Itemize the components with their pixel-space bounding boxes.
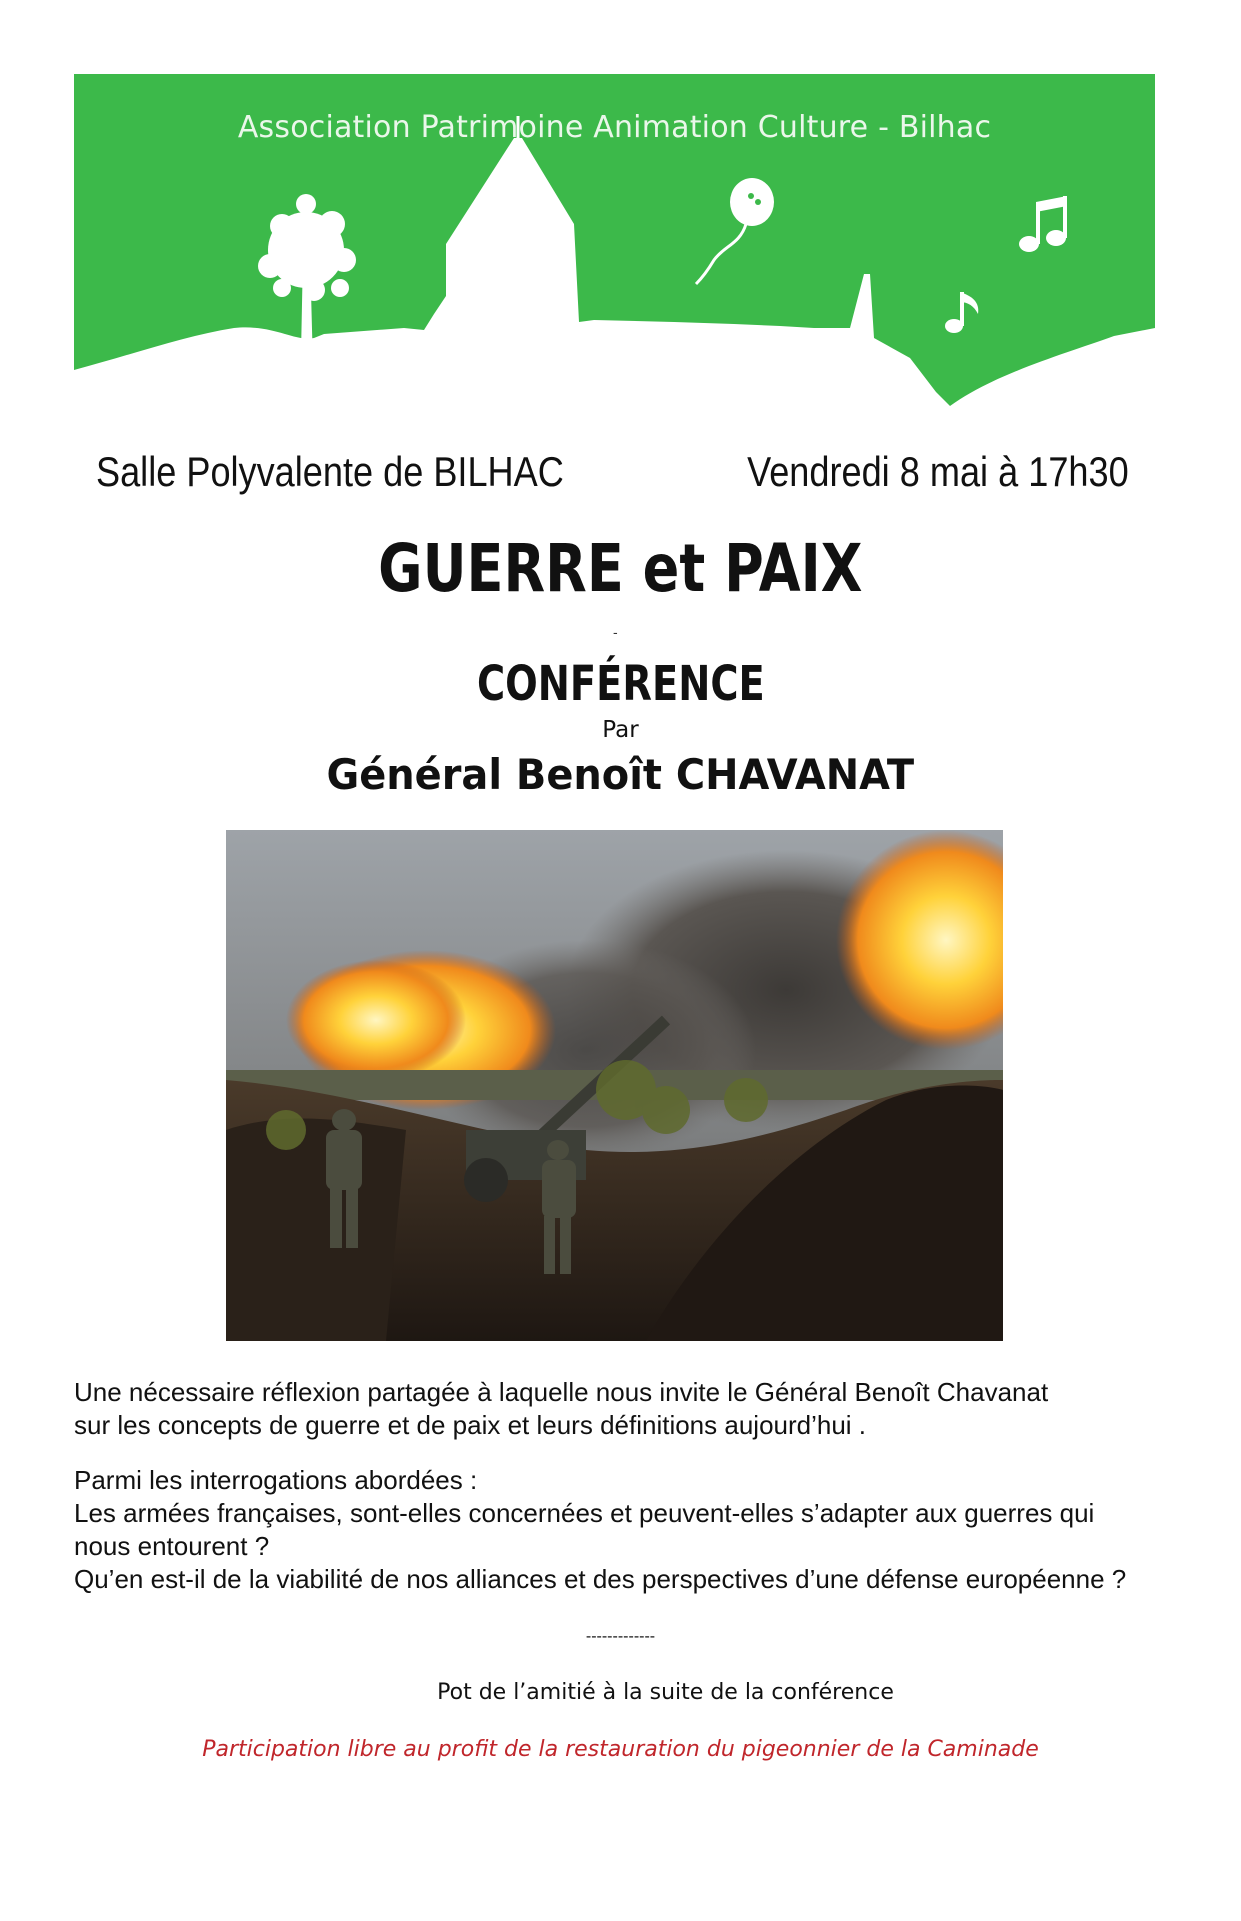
speaker-name bbox=[0, 750, 1241, 799]
questions-paragraph bbox=[74, 1464, 1155, 1596]
event-kind-text: CONFÉRENCE bbox=[476, 656, 765, 712]
question-2: Qu’en est-il de la viabilité de nos alliances et des perspectives d’une défense européenne ? bbox=[74, 1564, 1127, 1594]
event-kind bbox=[0, 656, 1241, 712]
pot-notice: Pot de l’amitié à la suite de la conférence bbox=[437, 1680, 894, 1705]
event-venue: Salle Polyvalente de BILHAC bbox=[96, 448, 564, 495]
intro-line-1: Une nécessaire réflexion partagée à laquelle nous invite le Général Benoît Chavanat bbox=[74, 1377, 1049, 1407]
separator: ------------- bbox=[585, 1628, 656, 1645]
intro-paragraph bbox=[74, 1376, 1155, 1442]
intro-line-2: sur les concepts de guerre et de paix et leurs définitions aujourd’hui . bbox=[74, 1410, 867, 1440]
event-title-text: GUERRE et PAIX bbox=[378, 530, 863, 607]
artillery-firing-photo bbox=[226, 830, 1003, 1341]
event-title bbox=[0, 530, 1241, 607]
questions-heading: Parmi les interrogations abordées : bbox=[74, 1465, 478, 1495]
photo-graphic bbox=[226, 830, 1003, 1341]
question-1: Les armées françaises, sont-elles concernées et peuvent-elles s’adapter aux guerres qui nous entourent ? bbox=[74, 1498, 1095, 1561]
title-dash: - bbox=[613, 624, 618, 640]
by-label: Par bbox=[602, 717, 639, 743]
participation-notice: Participation libre au profit de la restauration du pigeonnier de la Caminade bbox=[202, 1737, 1039, 1762]
event-date: Vendredi 8 mai à 17h30 bbox=[747, 448, 1129, 495]
association-banner bbox=[74, 74, 1155, 430]
association-name: Association Patrimoine Animation Culture - Bilhac bbox=[237, 110, 992, 145]
speaker-name-text: Général Benoît CHAVANAT bbox=[326, 750, 915, 799]
